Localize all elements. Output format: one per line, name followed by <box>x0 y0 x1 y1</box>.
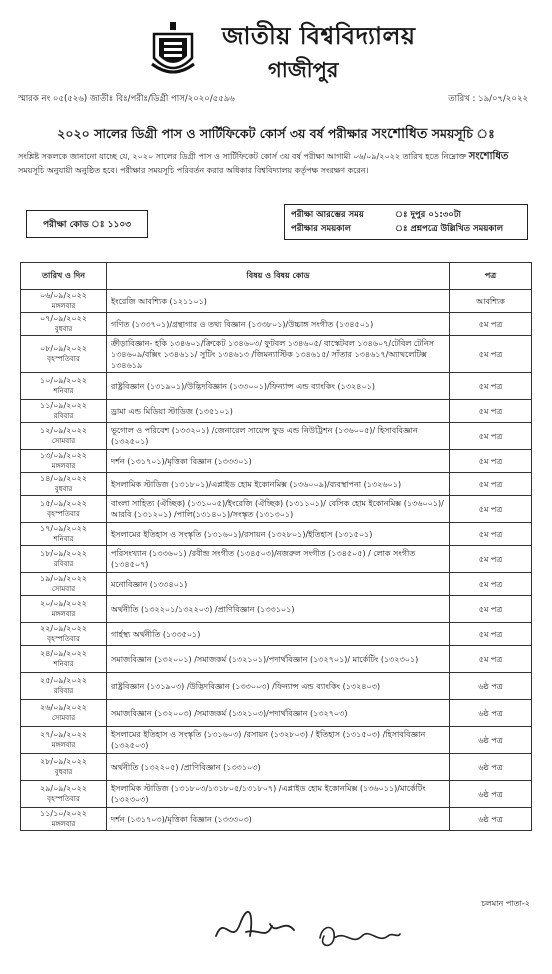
exam-day: শনিবার <box>53 660 74 668</box>
exam-date: ১৭/০৯/২০২২ <box>40 524 87 533</box>
exam-schedule-table <box>20 262 532 831</box>
notice-part2: সময়সূচি অনুযায়ী অনুষ্ঠিত হবে। পরীক্ষার সময়সূচি পরিবর্তন করার অধিকার বিশ্ববিদ্যালয় কর্তৃপক্ষ সংরক্ষণ করেন। <box>18 166 369 175</box>
university-logo-icon <box>150 20 196 78</box>
exam-time-box <box>284 204 528 240</box>
table-row <box>21 373 532 400</box>
exam-day: শনিবার <box>53 387 74 395</box>
exam-date: ২৫/০৯/২০২২ <box>40 676 87 685</box>
document-title <box>0 122 552 146</box>
table-row <box>21 313 532 336</box>
university-name: জাতীয় বিশ্ববিদ্যালয় <box>222 22 416 50</box>
paper-cell: ৫ম পত্র <box>450 423 532 450</box>
header-paper: পত্র <box>450 263 532 290</box>
date-day-cell <box>21 496 107 523</box>
subject-cell: ড্রামা এন্ড মিডিয়া স্টাডিজ (১৩৫১০১) <box>107 400 450 423</box>
subject-cell: অর্থনীতি (১৩২২০৫) /প্রাণিবিজ্ঞান (১৩৩১০৩) <box>107 754 450 781</box>
exam-day: সোমবার <box>51 714 76 722</box>
duration-value: ঃ প্রশ্নপত্রে উল্লিখিত সময়কাল <box>395 224 504 234</box>
table-header-row <box>21 263 532 290</box>
subject-cell: রাষ্ট্রবিজ্ঞান (১৩১৯০৩) /উদ্ভিদবিজ্ঞান (১৩৩০০৩) /ফিন্যান্স এন্ড ব্যাংকিং (১৩২৪০৩) <box>107 673 450 700</box>
date-day-cell <box>21 523 107 546</box>
date-day-cell <box>21 596 107 623</box>
date-day-cell <box>21 754 107 781</box>
university-city: গাজীপুর <box>268 58 339 82</box>
subject-cell: দর্শন (১৩১৭০১)/মৃত্তিকা বিজ্ঞান (১৩৩৩০১) <box>107 450 450 473</box>
exam-date: ২৪/০৯/২০২২ <box>40 649 87 658</box>
paper-cell: ৫ম পত্র <box>450 450 532 473</box>
subject-cell: ইসলামের ইতিহাস ও সংস্কৃতি (১৩১৬০১)/রসায়ন (১৩২৮০১)/ইতিহাস (১৩১৫০১) <box>107 523 450 546</box>
exam-date: ২৮/০৯/২০২২ <box>40 757 87 766</box>
table-row <box>21 781 532 808</box>
table-row <box>21 400 532 423</box>
table-row <box>21 727 532 754</box>
exam-date: ১৪/০৯/২০২২ <box>40 474 87 483</box>
exam-day: রবিবার <box>53 687 74 695</box>
exam-day: সোমবার <box>51 585 76 593</box>
exam-date: ১১/১০/২০২২ <box>40 809 87 818</box>
duration-row <box>291 222 521 236</box>
paper-cell: ৬ষ্ঠ পত্র <box>450 700 532 727</box>
start-time-row <box>291 208 521 222</box>
subject-cell: ইসলামের ইতিহাস ও সংস্কৃতি (১৩১৬০৩) /রসায়ন (১৩২৮০৩) / ইতিহাস (১৩১৫০৩) /হিসাববিজ্ঞান (১৩২৫০৩) <box>107 727 450 754</box>
exam-day: বুধবার <box>54 325 73 333</box>
date-day-cell <box>21 700 107 727</box>
table-row <box>21 808 532 831</box>
signature-1 <box>210 906 300 950</box>
paper-cell: ৬ষ্ঠ পত্র <box>450 673 532 700</box>
paper-cell: ৫ম পত্র <box>450 400 532 423</box>
header-date-day: তারিখ ও দিন <box>21 263 107 290</box>
date-day-cell <box>21 546 107 573</box>
exam-day: সোমবার <box>51 437 76 445</box>
start-time-value: ঃ দুপুর ০১:৩০টা <box>395 210 461 220</box>
exam-day: মঙ্গলবার <box>51 610 76 618</box>
date-day-cell <box>21 646 107 673</box>
title-emphasis: সংশোধিত <box>371 126 428 142</box>
exam-day: বৃহস্পতিবার <box>47 635 80 643</box>
exam-code-box: পরীক্ষা কোড ঃ ১১০৩ <box>26 210 148 238</box>
exam-day: মঙ্গলবার <box>51 741 76 749</box>
title-end: সময়সূচি ঃ <box>427 126 495 141</box>
date-day-cell <box>21 423 107 450</box>
exam-date: ০৮/০৯/২০২২ <box>40 344 87 353</box>
date-day-cell <box>21 473 107 496</box>
table-row <box>21 523 532 546</box>
exam-date: ০৭/০৯/২০২২ <box>40 314 87 323</box>
exam-date: ১৩/০৯/২০২২ <box>40 451 87 460</box>
paper-cell: ৫ম পত্র <box>450 313 532 336</box>
date-day-cell <box>21 400 107 423</box>
table-row <box>21 700 532 727</box>
table-row <box>21 596 532 623</box>
paper-cell: ৬ষ্ঠ পত্র <box>450 727 532 754</box>
subject-cell: ইসলামিক স্টাডিজ (১৩১৮০৩/১৩১৮০৫/১৩১৮০৭) /এপ্লাইড হোম ইকোনমিক্স (১৩৬০১১)/মার্কেটিং (১৩২৩০৩) <box>107 781 450 808</box>
table-row <box>21 496 532 523</box>
exam-day: বুধবার <box>54 768 73 776</box>
date-day-cell <box>21 673 107 700</box>
paper-cell: ৫ম পত্র <box>450 623 532 646</box>
paper-cell: ৫ম পত্র <box>450 473 532 496</box>
start-time-label: পরীক্ষা আরম্ভের সময় <box>291 210 364 220</box>
exam-day: শনিবার <box>53 535 74 543</box>
table-row <box>21 546 532 573</box>
paper-cell: ৫ম পত্র <box>450 523 532 546</box>
exam-day: রবিবার <box>53 412 74 420</box>
subject-cell: ক্রীড়াবিজ্ঞান- হকি ১৩৪৬০১/ক্রিকেট ১৩৪৬০৩/ ফুটবল ১৩৪৬০৫/ বাস্কেটবল ১৩৪৬০৭/টেবিল টেনিস ১৩৪৬০৯/বক্সিং ১৩৪৬১১/ সুটিং ১৩৪৬১৩ /জিমন্যাস্টিক ১৩৪৬১৫/ সাঁতার ১৩৪৬১৭/অ্যাথলেটিক্স ১৩৪৬১৯ <box>107 336 450 373</box>
paper-cell: ৬ষ্ঠ পত্র <box>450 754 532 781</box>
paper-cell: ৬ষ্ঠ পত্র <box>450 781 532 808</box>
exam-day: বুধবার <box>54 485 73 493</box>
table-row <box>21 423 532 450</box>
date-day-cell <box>21 781 107 808</box>
date-day-cell <box>21 336 107 373</box>
paper-cell: ৫ম পত্র <box>450 546 532 573</box>
date-day-cell <box>21 290 107 313</box>
duration-label: পরীক্ষার সময়কাল <box>291 224 351 234</box>
subject-cell: অর্থনীতি (১৩২২০১/১৩২২০৩) /প্রাণিবিজ্ঞান (১৩৩১০১) <box>107 596 450 623</box>
paper-cell: ৫ম পত্র <box>450 646 532 673</box>
exam-day: বৃহস্পতিবার <box>47 510 80 518</box>
exam-date: ১২/০৯/২০২২ <box>40 426 87 435</box>
paper-cell: ৫ম পত্র <box>450 573 532 596</box>
issue-date: তারিখ : ১৯/০৭/২০২২ <box>448 94 528 104</box>
subject-cell: সমাজবিজ্ঞান (১৩২০০১) /সমাজকর্ম (১৩২১০১)/পদার্থবিজ্ঞান (১৩২৭০১)/ মার্কেটিং (১৩২৩০১) <box>107 646 450 673</box>
exam-date: ২৬/০৯/২০২২ <box>40 703 87 712</box>
exam-date: ১৫/০৯/২০২২ <box>40 499 87 508</box>
subject-cell: ভূগোল ও পরিবেশ (১৩৩২০১) /জেনারেল সায়েন্স ফুড এন্ড নিউট্রিশন (১৩৬০০৫)/ হিসাববিজ্ঞান (১৩২৫০১) <box>107 423 450 450</box>
exam-date: ২৭/০৯/২০২২ <box>40 730 87 739</box>
date-day-cell <box>21 808 107 831</box>
exam-date: ১৮/০৯/২০২২ <box>40 549 87 558</box>
paper-cell: ৫ম পত্র <box>450 596 532 623</box>
subject-cell: মনোবিজ্ঞান (১৩৩৪০১) <box>107 573 450 596</box>
header-subject: বিষয় ও বিষয় কোড <box>107 263 450 290</box>
continued-page-note: চলমান পাতা-২ <box>481 899 530 908</box>
title-main: ২০২০ সালের ডিগ্রী পাস ও সার্টিফিকেট কোর্স ৩য় বর্ষ পরীক্ষার <box>57 126 372 141</box>
table-row <box>21 573 532 596</box>
notice-emphasis: সংশোধিত <box>468 151 509 162</box>
subject-cell: গণিত (১৩৩৭০১)/গ্রন্থাগার ও তথ্য বিজ্ঞান (১৩৩৮০১)/উচ্চাঙ্গ সংগীত (১৩৪৫০১) <box>107 313 450 336</box>
exam-date: ২৯/০৯/২০২২ <box>40 784 87 793</box>
exam-date: ১১/০৯/২০২২ <box>40 401 87 410</box>
paper-cell: ৬ষ্ঠ পত্র <box>450 808 532 831</box>
exam-day: বৃহস্পতিবার <box>47 795 80 803</box>
table-row <box>21 646 532 673</box>
subject-cell: দর্শন (১৩১৭০৩)/মৃত্তিকা বিজ্ঞান (১৩৩৩০৩) <box>107 808 450 831</box>
exam-day: মঙ্গলবার <box>51 462 76 470</box>
date-day-cell <box>21 450 107 473</box>
date-day-cell <box>21 573 107 596</box>
exam-day: বৃহস্পতিবার <box>47 355 80 363</box>
subject-cell: ইংরেজি আবশ্যিক (১২১১০১) <box>107 290 450 313</box>
exam-date: ০৬/০৯/২০২২ <box>40 291 87 300</box>
table-row <box>21 473 532 496</box>
subject-cell: বাংলা সাহিত্য (ঐচ্ছিক) (১৩১০০৫)/ইংরেজি (ঐচ্ছিক) (১৩১১০১)/ বেসিক হোম ইকোনমিক্স (১৩৬০০১)/ আরবি (১৩১২০১) /পালি(১৩১৪০১)/সংস্কৃত (১৩১৩০১) <box>107 496 450 523</box>
paper-cell: আবশ্যিক <box>450 290 532 313</box>
subject-cell: গার্হস্থ্য অর্থনীতি (১৩৩৫০১) <box>107 623 450 646</box>
table-row <box>21 336 532 373</box>
exam-date: ২২/০৯/২০২২ <box>40 624 87 633</box>
subject-cell: ইসলামিক স্টাডিজ (১৩১৮০১)/এপ্লাইড হোম ইকোনমিক্স (১৩৬০০৯)/ব্যবস্থাপনা (১৩২৬০১) <box>107 473 450 496</box>
table-row <box>21 754 532 781</box>
table-row <box>21 290 532 313</box>
exam-date: ২০/০৯/২০২২ <box>40 599 87 608</box>
table-row <box>21 673 532 700</box>
notice-part1: সংশ্লিষ্ট সকলকে জানানো যাচ্ছে যে, ২০২০ সালের ডিগ্রী পাস ও সার্টিফিকেট কোর্স ৩য় বর্ষ পরীক্ষা আগামী ০৬/০৯/২০২২ তারিখ হতে নিম্নোক্ত <box>18 152 469 161</box>
table-row <box>21 450 532 473</box>
paper-cell: ৫ম পত্র <box>450 373 532 400</box>
memo-number: স্মারক নং ০৫(৫২৬) জাতীঃ বিঃ/পরীঃ/ডিগ্রী পাস/২০২০/৫৫৯৬ <box>18 94 235 104</box>
exam-date: ১০/০৯/২০২২ <box>40 376 87 385</box>
signature-2 <box>312 916 404 956</box>
subject-cell: রাষ্ট্রবিজ্ঞান (১৩১৯০১)/উদ্ভিদবিজ্ঞান (১৩৩০০১)/ফিন্যান্স এন্ড ব্যাংকিং (১৩২৪০১) <box>107 373 450 400</box>
subject-cell: সমাজবিজ্ঞান (১৩২০০৩) /সমাজকর্ম (১৩২১০৩)/পদার্থবিজ্ঞান (১৩২৭০৩) <box>107 700 450 727</box>
exam-date: ১৯/০৯/২০২২ <box>40 574 87 583</box>
date-day-cell <box>21 623 107 646</box>
subject-cell: পরিসংখ্যান (১৩৩৬০১) /রবীন্দ্র সংগীত (১৩৪৫০৩)/নজরুল সংগীত (১৩৪৫০৫) / লোক সংগীত (১৩৪৫০৭) <box>107 546 450 573</box>
notice-paragraph <box>18 150 534 178</box>
table-row <box>21 623 532 646</box>
exam-day: মঙ্গলবার <box>51 302 76 310</box>
paper-cell: ৫ম পত্র <box>450 496 532 523</box>
exam-day: রবিবার <box>53 560 74 568</box>
paper-cell: ৫ম পত্র <box>450 336 532 373</box>
exam-day: মঙ্গলবার <box>51 820 76 828</box>
date-day-cell <box>21 373 107 400</box>
date-day-cell <box>21 313 107 336</box>
table-body <box>21 290 532 831</box>
date-day-cell <box>21 727 107 754</box>
